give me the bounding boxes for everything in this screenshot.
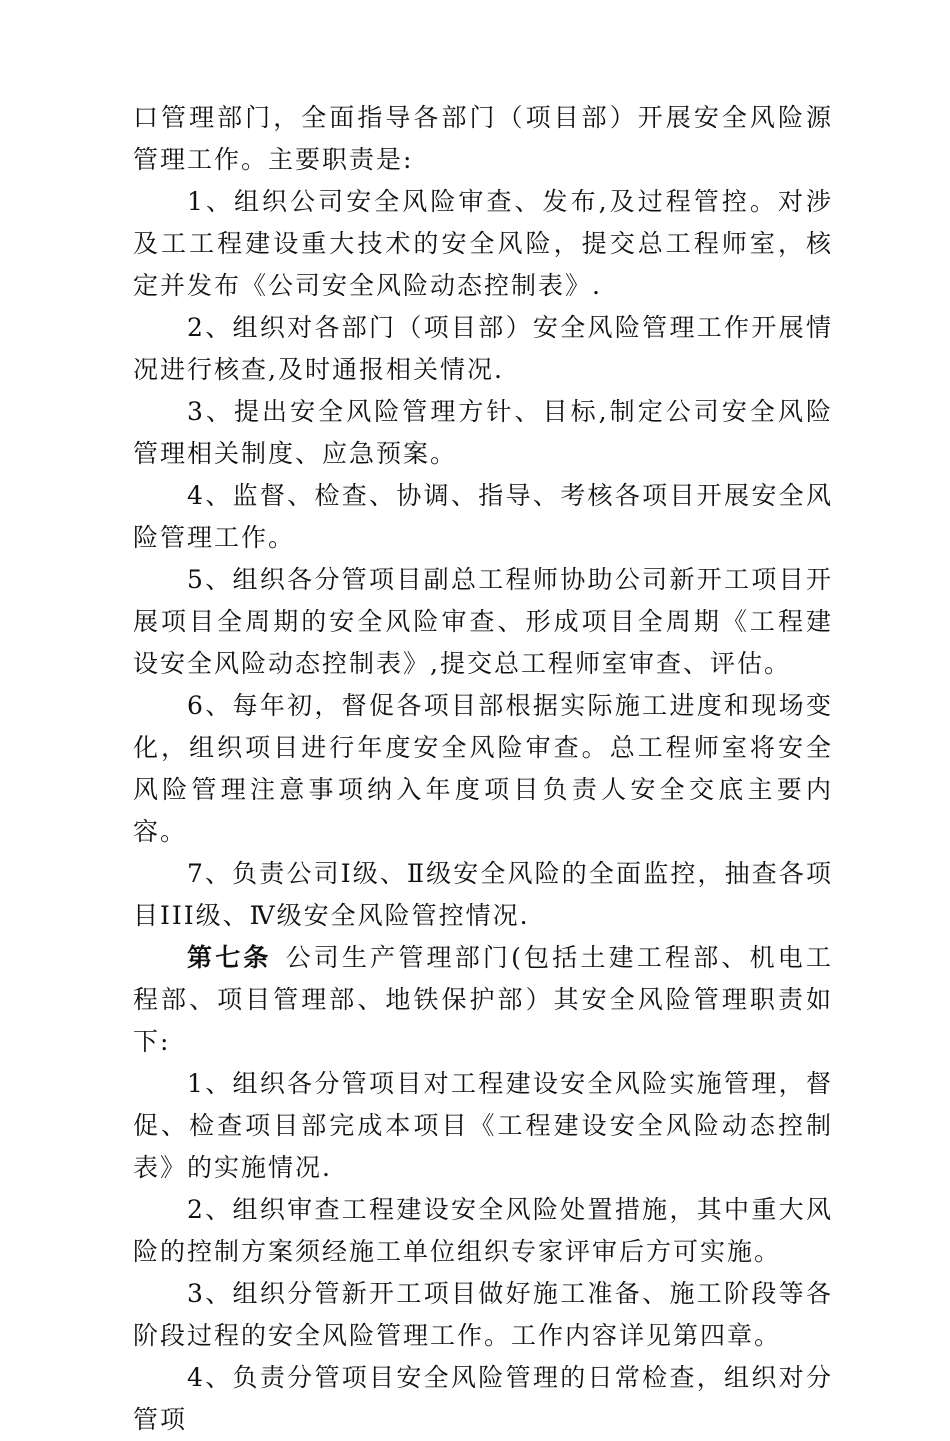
article-7-item-3: 3、组织分管新开工项目做好施工准备、施工阶段等各阶段过程的安全风险管理工作。工作内容详见第四章。 bbox=[133, 1279, 833, 1350]
document-page bbox=[133, 97, 833, 1441]
article-number: 第七条 bbox=[187, 943, 272, 972]
article-7-heading bbox=[133, 937, 833, 1063]
paragraph-intro: 口管理部门，全面指导各部门（项目部）开展安全风险源管理工作。主要职责是: bbox=[133, 103, 833, 174]
article-7-item-4: 4、负责分管项目安全风险管理的日常检查，组织对分管项 bbox=[133, 1363, 833, 1434]
duty-item-4: 4、监督、检查、协调、指导、考核各项目开展安全风险管理工作。 bbox=[133, 481, 833, 552]
duty-item-5: 5、组织各分管项目副总工程师协助公司新开工项目开展项目全周期的安全风险审查、形成项目全周期《工程建设安全风险动态控制表》,提交总工程师室审查、评估。 bbox=[133, 565, 833, 678]
duty-item-2: 2、组织对各部门（项目部）安全风险管理工作开展情况进行核查,及时通报相关情况. bbox=[133, 313, 833, 384]
duty-item-3: 3、提出安全风险管理方针、目标,制定公司安全风险管理相关制度、应急预案。 bbox=[133, 397, 833, 468]
duty-item-1: 1、组织公司安全风险审查、发布,及过程管控。对涉及工工程建设重大技术的安全风险，提交总工程师室，核定并发布《公司安全风险动态控制表》. bbox=[133, 187, 833, 300]
article-7-item-2: 2、组织审查工程建设安全风险处置措施，其中重大风险的控制方案须经施工单位组织专家评审后方可实施。 bbox=[133, 1195, 833, 1266]
duty-item-7: 7、负责公司Ⅰ级、Ⅱ级安全风险的全面监控，抽查各项目III级、Ⅳ级安全风险管控情况. bbox=[133, 859, 833, 930]
duty-item-6: 6、每年初，督促各项目部根据实际施工进度和现场变化，组织项目进行年度安全风险审查。总工程师室将安全风险管理注意事项纳入年度项目负责人安全交底主要内容。 bbox=[133, 691, 833, 846]
article-text: 公司生产管理部门(包括土建工程部、机电工程部、项目管理部、地铁保护部）其安全风险管理职责如下: bbox=[133, 943, 833, 1056]
article-7-item-1: 1、组织各分管项目对工程建设安全风险实施管理，督促、检查项目部完成本项目《工程建设安全风险动态控制表》的实施情况. bbox=[133, 1069, 833, 1182]
